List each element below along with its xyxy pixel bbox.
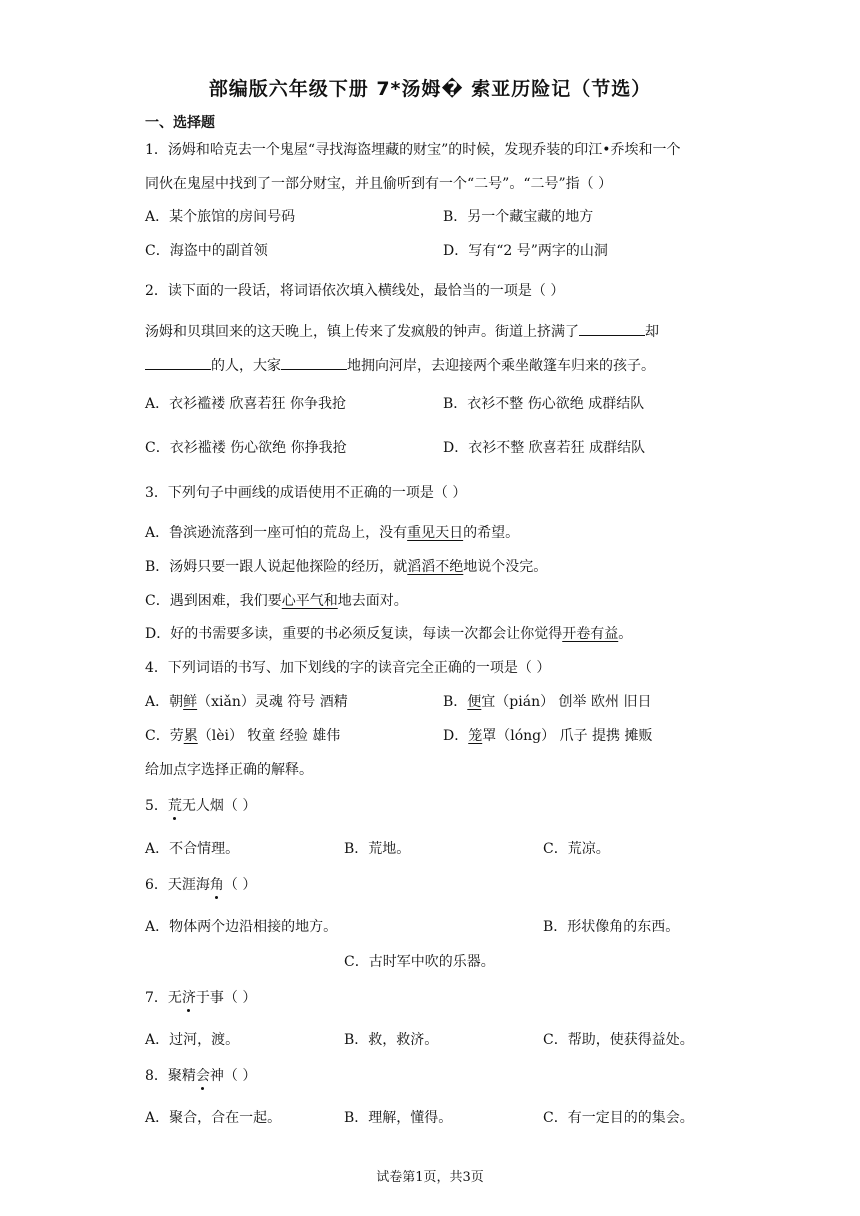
q6-option-a: A．物体两个边沿相接的地方。	[145, 919, 338, 935]
q5-option-a: A．不合情理。	[145, 841, 240, 857]
stem-text: （ ）	[223, 877, 257, 893]
q2-option-d: D．衣衫不整 欣喜若狂 成群结队	[443, 440, 646, 456]
stem-text: 于事（ ）	[195, 990, 257, 1006]
option-text: B．	[443, 694, 468, 710]
q1-option-c: C．海盗中的副首领	[145, 243, 268, 259]
q4-option-d	[443, 726, 652, 746]
q5-option-b: B．荒地。	[344, 841, 411, 857]
stem-text: 无人烟（ ）	[181, 798, 257, 814]
q2-passage-text: 地拥向河岸，去迎接两个乘坐敞篷车归来的孩子。	[347, 358, 655, 374]
underlined-idiom: 重见天日	[407, 525, 464, 541]
dotted-char: 荒	[167, 798, 182, 814]
option-text: D．好的书需要多读，重要的书必须反复读，每读一次都会让你觉得	[145, 626, 563, 642]
q1-option-d: D．写有“2 号”两字的山洞	[443, 243, 608, 259]
fill-blank	[145, 354, 211, 370]
q7-option-b: B．救，救济。	[344, 1032, 439, 1048]
dotted-char: 会	[195, 1068, 210, 1084]
underlined-char: 鲜	[183, 694, 198, 710]
q4-option-a	[145, 692, 348, 712]
q1-stem-line2: 同伙在鬼屋中找到了一部分财宝，并且偷听到有一个“二号”。“二号”指（ ）	[145, 176, 613, 192]
option-text: C．劳	[145, 728, 184, 744]
q3-option-b	[145, 557, 547, 577]
option-text: A．鲁滨逊流落到一座可怕的荒岛上，没有	[145, 525, 408, 541]
underlined-char: 便	[467, 694, 482, 710]
q3-option-a	[145, 523, 519, 543]
q3-option-c	[145, 591, 408, 611]
option-text: 罩（lóng） 爪子 提携 摊贩	[482, 728, 653, 744]
stem-text: 8．聚精	[145, 1068, 196, 1084]
q2-option-b: B．衣衫不整 伤心欲绝 成群结队	[443, 396, 645, 412]
underlined-char: 笼	[468, 728, 483, 744]
stem-text: 5．	[145, 798, 168, 814]
dotted-char: 角	[209, 877, 224, 893]
q6-option-b: B．形状像角的东西。	[543, 919, 680, 935]
underlined-idiom: 开卷有益	[562, 626, 619, 642]
q4-option-c	[145, 726, 340, 746]
page-footer: 试卷第1页，共3页	[376, 1170, 484, 1185]
q8-option-c: C．有一定目的的集会。	[543, 1110, 694, 1126]
q2-passage-line1	[145, 320, 659, 342]
q3-stem: 3．下列句子中画线的成语使用不正确的一项是（ ）	[145, 485, 467, 501]
q2-passage-text: 的人，大家	[211, 358, 281, 374]
dotted-char: 济	[181, 990, 196, 1006]
stem-text: 神（ ）	[209, 1068, 257, 1084]
section-heading: 一、选择题	[145, 115, 215, 131]
fill-blank	[281, 354, 347, 370]
underlined-char: 累	[183, 728, 198, 744]
q2-passage-text: 汤姆和贝琪回来的这天晚上，镇上传来了发疯般的钟声。街道上挤满了	[145, 324, 579, 340]
stem-text: 6．天涯海	[145, 877, 210, 893]
option-text: A．朝	[145, 694, 184, 710]
option-text: （lèi） 牧童 经验 雄伟	[197, 728, 341, 744]
option-text: B．汤姆只要一跟人说起他探险的经历，就	[145, 559, 408, 575]
option-text: C．遇到困难，我们要	[145, 593, 282, 609]
underlined-idiom: 滔滔不绝	[407, 559, 464, 575]
q2-option-a: A．衣衫褴褛 欣喜若狂 你争我抢	[145, 396, 347, 412]
q7-stem	[145, 988, 256, 1008]
q4-stem: 4．下列词语的书写、加下划线的字的读音完全正确的一项是（ ）	[145, 660, 551, 676]
q7-option-a: A．过河，渡。	[145, 1032, 240, 1048]
q1-option-b: B．另一个藏宝藏的地方	[443, 209, 594, 225]
option-text: 地去面对。	[337, 593, 408, 609]
q2-stem: 2．读下面的一段话，将词语依次填入横线处，最恰当的一项是（ ）	[145, 283, 565, 299]
option-text: 地说个没完。	[463, 559, 548, 575]
q4-option-b	[443, 692, 651, 712]
q2-passage-text: 却	[645, 324, 659, 340]
option-text: 。	[618, 626, 633, 642]
q3-option-d	[145, 624, 632, 644]
fill-blank	[579, 320, 645, 336]
option-text: （xiǎn）灵魂 符号 酒精	[197, 694, 348, 710]
option-text: 宜（pián） 创举 欧州 旧日	[481, 694, 652, 710]
q1-option-a: A．某个旅馆的房间号码	[145, 209, 296, 225]
q6-option-c: C．古时军中吹的乐器。	[344, 954, 495, 970]
underlined-idiom: 心平气和	[281, 593, 338, 609]
q2-option-c: C．衣衫褴褛 伤心欲绝 你挣我抢	[145, 440, 347, 456]
option-text: 的希望。	[463, 525, 520, 541]
option-text: D．	[443, 728, 469, 744]
stem-text: 7．无	[145, 990, 182, 1006]
q5-stem	[145, 796, 256, 816]
instruction-text: 给加点字选择正确的解释。	[145, 762, 313, 778]
q2-passage-line2	[145, 354, 655, 376]
page-title: 部编版六年级下册 7*汤姆� 索亚历险记（节选）	[208, 78, 652, 100]
q8-option-a: A．聚合，合在一起。	[145, 1110, 282, 1126]
q5-option-c: C．荒凉。	[543, 841, 610, 857]
q6-stem	[145, 875, 256, 895]
q8-stem	[145, 1066, 256, 1086]
q8-option-b: B．理解，懂得。	[344, 1110, 453, 1126]
q7-option-c: C．帮助，使获得益处。	[543, 1032, 694, 1048]
q1-stem-line1: 1．汤姆和哈克去一个鬼屋“寻找海盗埋藏的财宝”的时候，发现乔装的印江•乔埃和一个	[145, 142, 681, 158]
